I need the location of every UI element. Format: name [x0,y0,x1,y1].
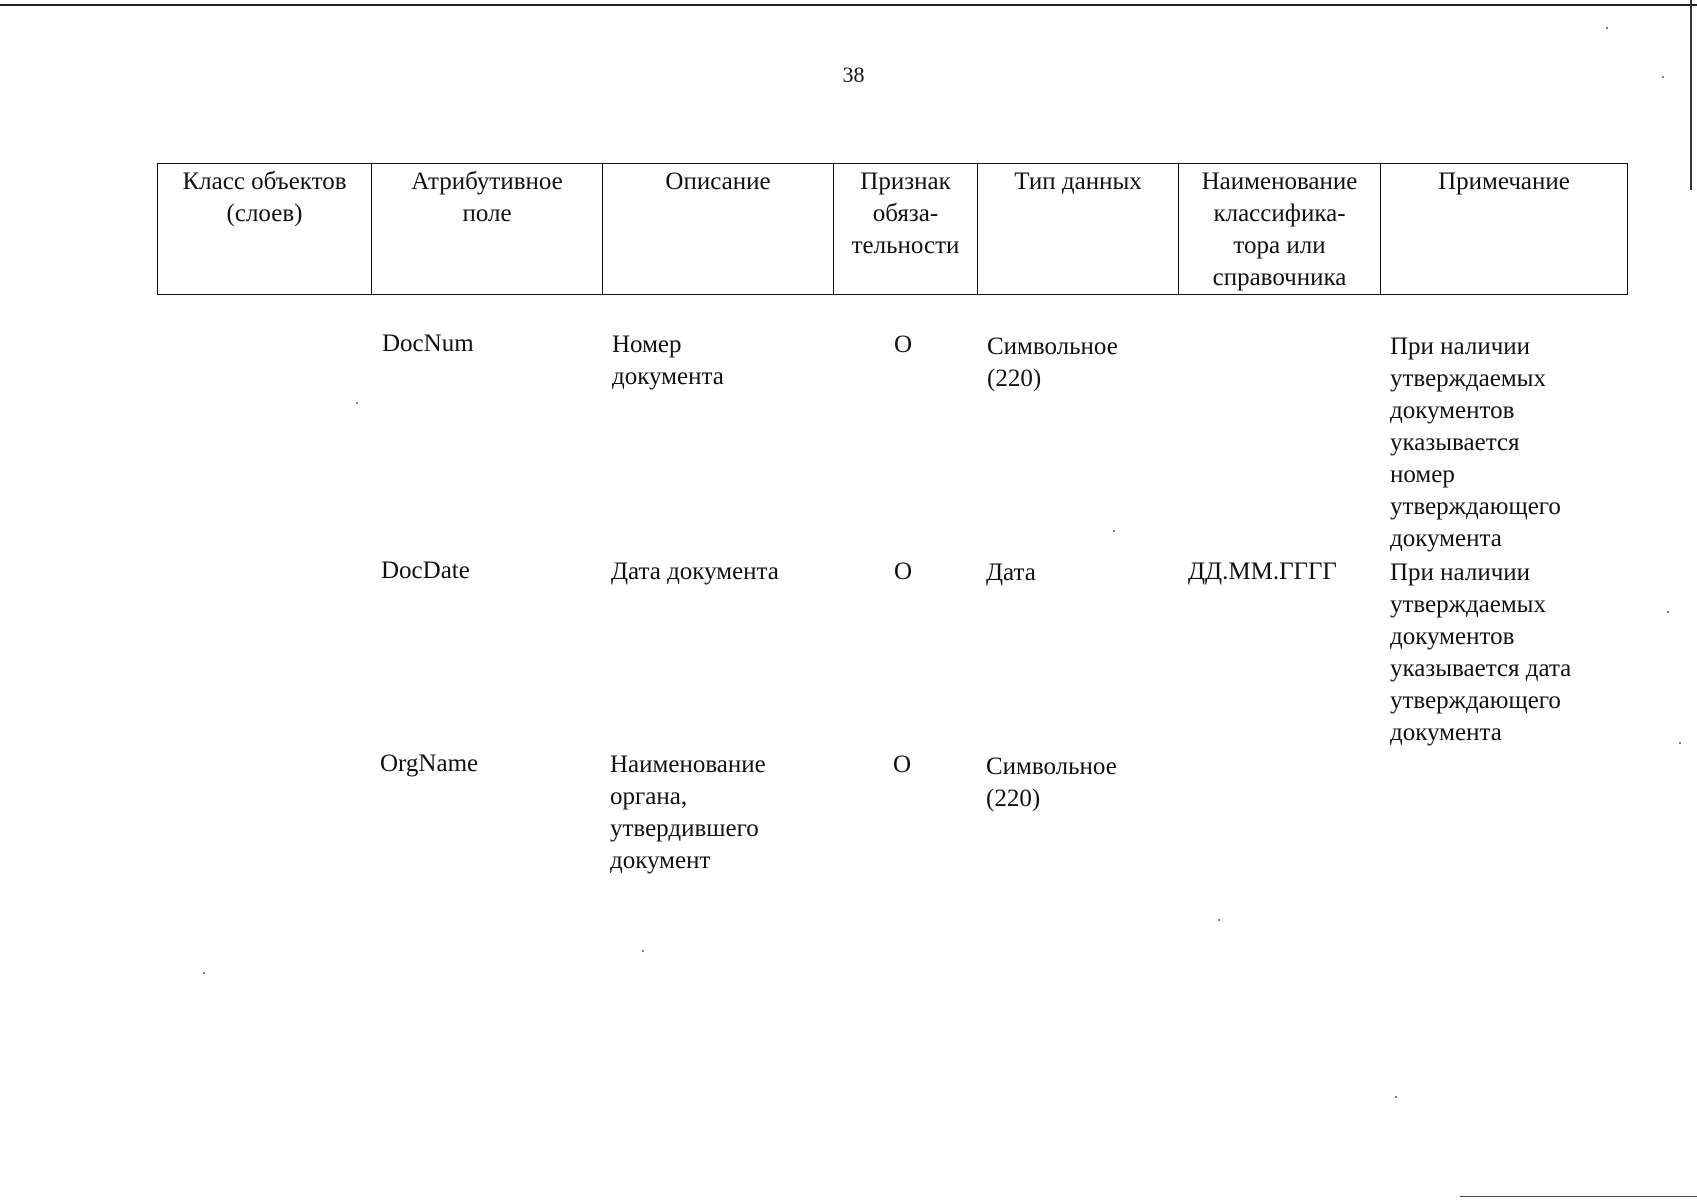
attribute-table-header [157,163,1628,295]
page-number: 38 [842,62,865,87]
scan-speck [356,402,358,404]
scan-speck [1395,1096,1397,1098]
data-type-cell: Дата [986,559,1036,586]
description-cell: Дата документа [611,558,779,585]
column-header-description: Описание [603,164,834,295]
right-scan-border [1690,0,1692,190]
column-header-data-type: Тип данных [978,164,1179,295]
required-flag-cell: О [894,331,913,358]
column-header-required-flag: Признак обяза- тельности [834,164,978,295]
attribute-field-cell: DocDate [381,557,470,584]
data-type-cell: Символьное (220) [987,333,1118,392]
scan-speck [1662,76,1664,78]
column-header-classifier-name: Наименование классифика- тора или справочника [1179,164,1381,295]
scan-speck [1679,742,1681,744]
top-scan-border [0,4,1697,6]
description-cell: Номер документа [612,331,724,390]
column-header-object-class: Класс объектов (слоев) [158,164,372,295]
column-header-attribute-field: Атрибутивное поле [372,164,603,295]
required-flag-cell: О [893,751,912,778]
required-flag-cell: О [894,558,913,585]
bottom-scan-border [1460,1196,1697,1197]
scan-speck [1113,530,1115,532]
scan-speck [203,972,205,974]
note-cell: При наличии утверждаемых документов указывается номер утверждающего документа [1390,333,1561,552]
header-row [158,164,1628,295]
note-cell: При наличии утверждаемых документов указывается дата утверждающего документа [1390,559,1572,746]
data-type-cell: Символьное (220) [986,753,1117,812]
scan-speck [1218,919,1220,921]
attribute-field-cell: OrgName [380,750,479,777]
attribute-field-cell: DocNum [382,330,474,357]
scan-speck [642,950,644,952]
classifier-cell: ДД.ММ.ГГГГ [1188,558,1337,585]
column-header-note: Примечание [1381,164,1628,295]
scan-speck [1606,27,1608,29]
scan-speck [1667,611,1669,613]
description-cell: Наименование органа, утвердившего документ [610,751,766,874]
